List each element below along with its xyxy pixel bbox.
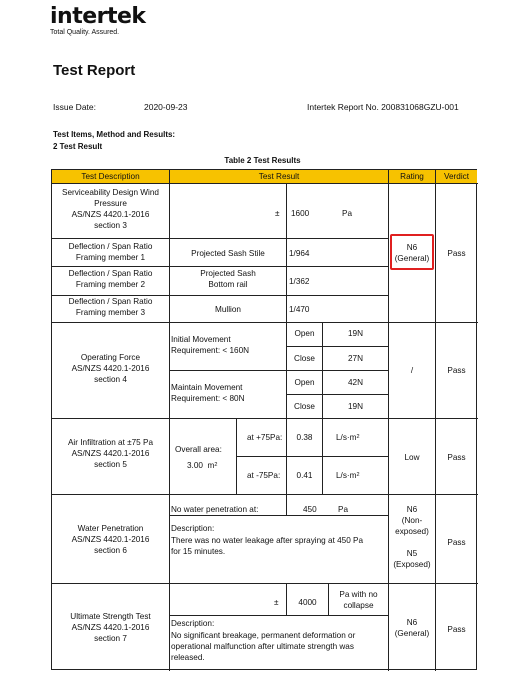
air-infiltration-description: Air Infiltration at ±75 Pa AS/NZS 4420.1-2016 section 5 (67, 438, 154, 469)
member-1-ratio: 1/964 (289, 249, 310, 258)
air-plus-unit: $L/s\cdot m^2$ (336, 433, 360, 442)
ultimate-rating: N6 (General) (394, 618, 430, 638)
section-heading-result: 2 Test Result (53, 142, 103, 151)
serviceability-rating: N6 (General) (394, 243, 430, 263)
rating-highlight-box (390, 234, 434, 270)
op-row-2-force: 27N (347, 354, 364, 363)
header-test-description: Test Description (52, 170, 169, 183)
maintain-movement-label: Maintain Movement Requirement: < 80N (171, 383, 245, 403)
water-pressure-unit: Pa (338, 505, 349, 514)
pressure-value: 1600 (291, 209, 310, 218)
intertek-logo (50, 4, 146, 36)
serviceability-verdict: Pass (447, 249, 466, 258)
results-table (51, 169, 477, 670)
op-row-1-force: 19N (347, 329, 364, 338)
member-3-part: Mullion (215, 305, 241, 314)
air-plus-pressure: at +75Pa: (247, 433, 283, 442)
member-2-ratio: 1/362 (289, 277, 310, 286)
section-heading-items: Test Items, Method and Results: (53, 130, 176, 139)
no-water-penetration-label: No water penetration at: (171, 505, 259, 514)
ultimate-value: 4000 (298, 598, 317, 607)
report-number: Intertek Report No. 200831068GZU-001 (307, 102, 459, 112)
op-row-4-force: 19N (347, 402, 364, 411)
op-row-1-action: Open (294, 329, 315, 338)
member-3-ratio: 1/470 (289, 305, 310, 314)
header-verdict: Verdict (436, 170, 477, 183)
operating-rating: / (410, 366, 414, 375)
air-plus-value: 0.38 (296, 433, 313, 442)
logo-tagline: Total Quality. Assured. (50, 29, 120, 36)
overall-area-value: 3.00 $m^2$ (187, 461, 218, 470)
header-rating: Rating (389, 170, 435, 183)
member-1-part: Projected Sash Stile (191, 249, 265, 258)
water-verdict: Pass (447, 538, 466, 547)
issue-date-value: 2020-09-23 (144, 102, 188, 112)
ultimate-sign: ± (274, 598, 279, 607)
pressure-unit: Pa (342, 209, 353, 218)
water-rating: N6 (Non- exposed) N5 (Exposed) (393, 505, 431, 569)
ultimate-verdict: Pass (447, 625, 466, 634)
ultimate-description-label: Description: (171, 619, 215, 628)
air-rating: Low (404, 453, 420, 462)
water-description-text: There was no water leakage after spraying at 450 Pa for 15 minutes. (171, 536, 364, 556)
overall-area-label: Overall area: (175, 445, 222, 454)
air-minus-unit: $L/s\cdot m^2$ (336, 471, 360, 480)
initial-movement-label: Initial Movement Requirement: < 160N (171, 335, 250, 355)
op-row-4-action: Close (294, 402, 315, 411)
logo-wordmark: intertek (50, 4, 146, 29)
operating-verdict: Pass (447, 366, 466, 375)
water-penetration-description: Water Penetration AS/NZS 4420.1-2016 section 6 (71, 524, 150, 555)
op-row-3-force: 42N (347, 378, 364, 387)
ultimate-description-text: No significant breakage, permanent deformation or operational malfunction after ultimate strength was released. (171, 631, 356, 662)
air-minus-pressure: at -75Pa: (247, 471, 281, 480)
header-test-result: Test Result (170, 170, 388, 183)
issue-date-label: Issue Date: (53, 102, 96, 112)
water-description-label: Description: (171, 524, 215, 533)
operating-force-description: Operating Force AS/NZS 4420.1-2016 section 4 (71, 353, 150, 384)
page-title: Test Report (53, 62, 136, 79)
deflection-member-3: Deflection / Span Ratio Framing member 3 (68, 297, 153, 317)
op-row-3-action: Open (294, 378, 315, 387)
ultimate-strength-description: Ultimate Strength Test AS/NZS 4420.1-2016 section 7 (70, 612, 151, 643)
table-caption: Table 2 Test Results (224, 156, 301, 165)
member-2-part: Projected Sash Bottom rail (200, 269, 256, 289)
ultimate-unit: Pa with no collapse (339, 590, 378, 610)
air-verdict: Pass (447, 453, 466, 462)
op-row-2-action: Close (294, 354, 315, 363)
deflection-member-2: Deflection / Span Ratio Framing member 2 (68, 269, 153, 289)
deflection-member-1: Deflection / Span Ratio Framing member 1 (68, 242, 153, 262)
air-minus-value: 0.41 (296, 471, 313, 480)
serviceability-description: Serviceability Design Wind Pressure AS/NZS 4420.1-2016 section 3 (62, 188, 159, 230)
water-pressure-value: 450 (303, 505, 317, 514)
pressure-sign: ± (275, 209, 280, 218)
